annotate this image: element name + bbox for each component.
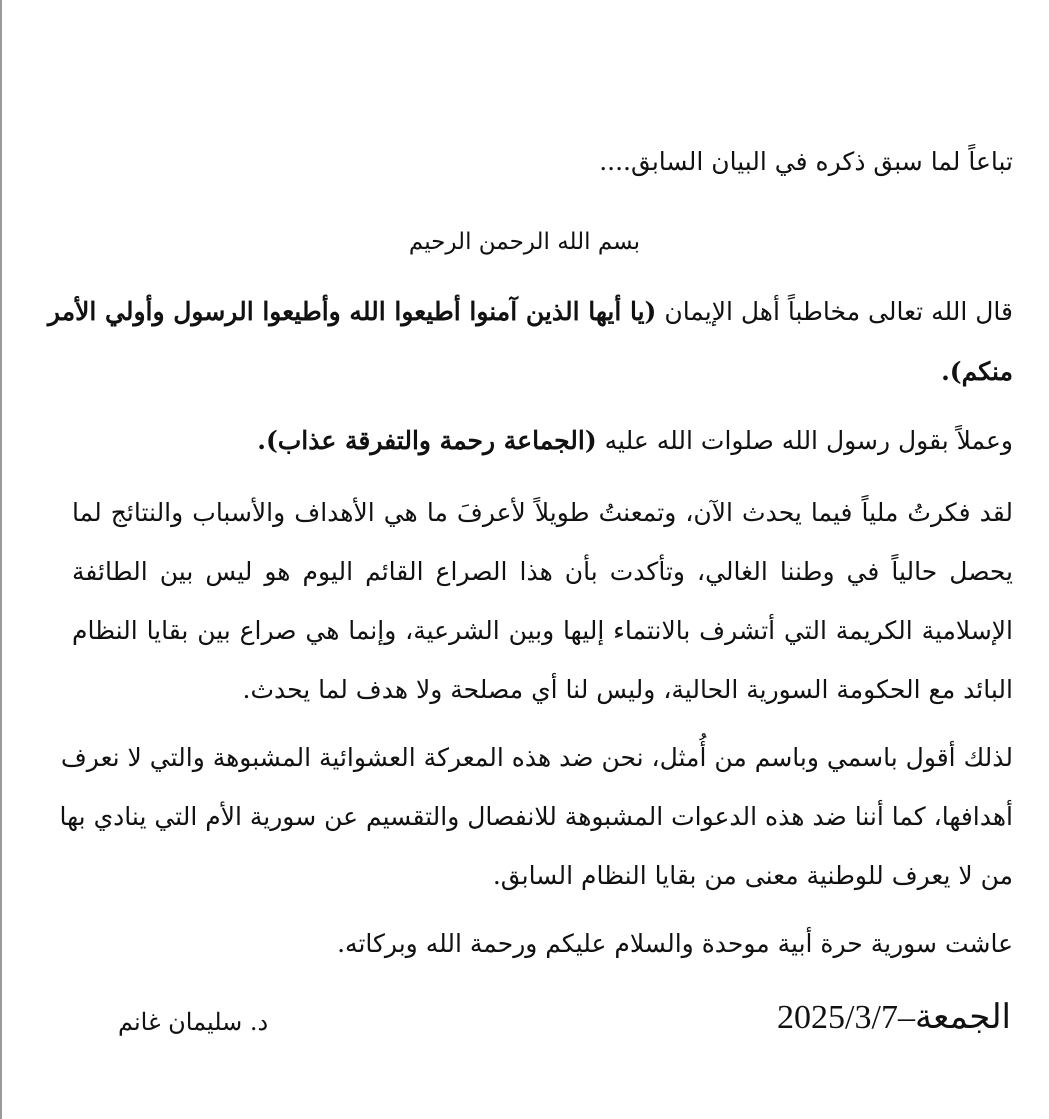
paragraph2-line: لذلك أقول باسمي وباسم من أُمثل، نحن ضد هذه المعركة العشوائية المشبوهة والتي لا نعرف: [60, 743, 1013, 772]
paragraph1-line: الإسلامية الكريمة التي أتشرف بالانتماء إليها وبين الشرعية، وإنما هي صراع بين بقايا النظام: [72, 616, 1013, 645]
paragraph2-line: أهدافها، كما أننا ضد هذه الدعوات المشبوهة للانفصال والتقسيم عن سورية الأم التي ينادي بها: [59, 802, 1013, 831]
hadith-quote: (الجماعة رحمة والتفرقة عذاب).: [257, 426, 597, 455]
paragraph1-line: يحصل حالياً في وطننا الغالي، وتأكدت بأن هذا الصراع القائم اليوم هو ليس بين الطائفة: [72, 557, 1013, 586]
hadith-lead: وعملاً بقول رسول الله صلوات الله عليه: [604, 426, 1013, 455]
quran-quote-part2: منكم).: [941, 357, 1013, 386]
quran-lead: قال الله تعالى مخاطباً أهل الإيمان: [664, 297, 1013, 326]
quran-verse-line: [47, 293, 1013, 331]
statement-date: الجمعة–2025/3/7: [777, 999, 1011, 1036]
paragraph2-line: من لا يعرف للوطنية معنى من بقايا النظام السابق.: [492, 861, 1013, 890]
signature-name: د. سليمان غانم: [118, 1008, 269, 1036]
quran-quote-part1: (يا أيها الذين آمنوا أطيعوا الله وأطيعوا الرسول وأولي الأمر: [47, 297, 657, 326]
intro-line: تباعاً لما سبق ذكره في البيان السابق....: [599, 147, 1013, 176]
page-edge-divider: [0, 0, 2, 1119]
hadith-line: [72, 422, 1013, 460]
closing-line: عاشت سورية حرة أبية موحدة والسلام عليكم ورحمة الله وبركاته.: [337, 929, 1013, 958]
paragraph1-line: لقد فكرتُ ملياً فيما يحدث الآن، وتمعنتُ طويلاً لأعرفَ ما هي الأهداف والأسباب والنتائج لما: [72, 498, 1013, 527]
basmala: بسم الله الرحمن الرحيم: [408, 229, 641, 255]
paragraph1-line: البائد مع الحكومة السورية الحالية، وليس لنا أي مصلحة ولا هدف لما يحدث.: [242, 675, 1013, 704]
